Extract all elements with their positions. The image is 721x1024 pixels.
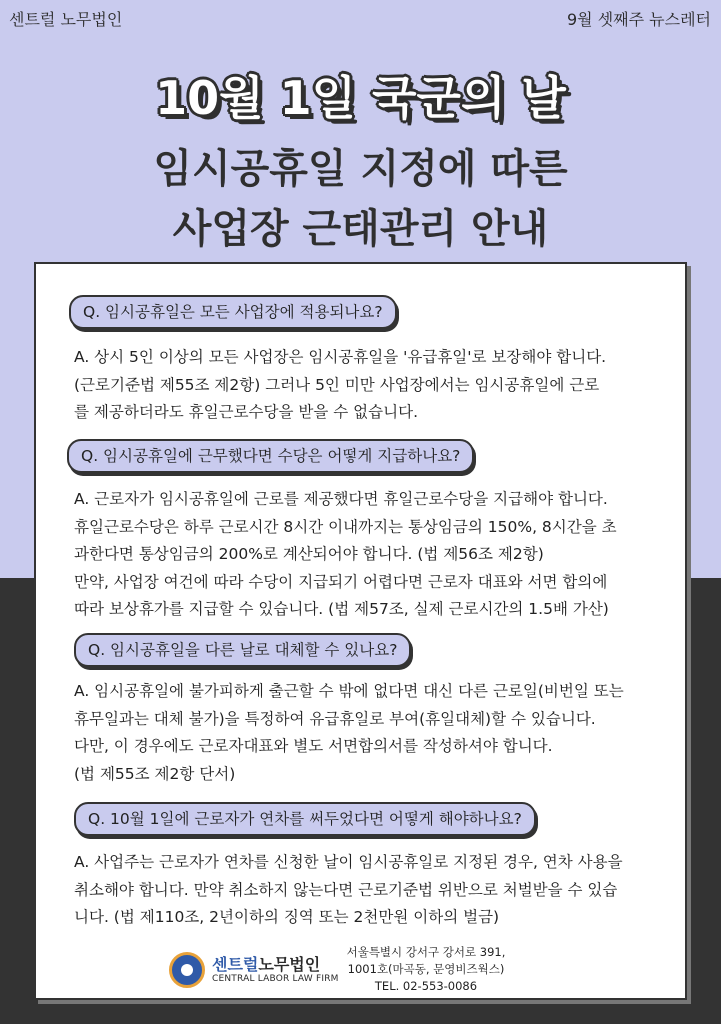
firm-name-header: 센트럴 노무법인 bbox=[9, 10, 123, 29]
address-block bbox=[326, 944, 526, 995]
footer bbox=[36, 944, 685, 998]
firm-logo-name bbox=[212, 952, 320, 975]
title-line-1: 10월 1일 국군의 날 bbox=[155, 71, 566, 125]
firm-logo-icon bbox=[169, 952, 205, 988]
answer-1: A. 상시 5인 이상의 모든 사업장은 임시공휴일을 '유급휴일'로 보장해야 합니다. (근로기준법 제55조 제2항) 그러나 5인 미만 사업장에서는 임시공휴일에 근로 를 제공하더라도 휴일근로수당을 받을 수 없습니다. bbox=[74, 348, 607, 421]
question-1: Q. 임시공휴일은 모든 사업장에 적용되나요? bbox=[69, 295, 397, 329]
newsletter-label: 9월 셋째주 뉴스레터 bbox=[567, 10, 711, 29]
title-line-2: 임시공휴일 지정에 따른 bbox=[153, 146, 568, 192]
answer-4: A. 사업주는 근로자가 연차를 신청한 날이 임시공휴일로 지정된 경우, 연차 사용을 취소해야 합니다. 만약 취소하지 않는다면 근로기준법 위반으로 처벌받을 수 있습 니다. (법 제110조, 2년이하의 징역 또는 2천만원 이하의 벌금) bbox=[74, 853, 623, 926]
answer-3: A. 임시공휴일에 불가피하게 출근할 수 밖에 없다면 대신 다른 근로일(비번일 또는 휴무일과는 대체 불가)을 특정하여 유급휴일로 부여(휴일대체)할 수 있습니다. 다만, 이 경우에도 근로자대표와 별도 서면합의서를 작성하셔야 합니다. (법 제55조 제2항 단서) bbox=[74, 682, 624, 783]
address-line-1: 서울특별시 강서구 강서로 391, bbox=[346, 945, 506, 959]
address-line-2: 1001호(마곡동, 문영비즈웍스) bbox=[347, 962, 505, 976]
logo-center-mark bbox=[181, 964, 193, 976]
firm-logo-english: CENTRAL LABOR LAW FIRM bbox=[212, 974, 339, 984]
answer-2: A. 근로자가 임시공휴일에 근로를 제공했다면 휴일근로수당을 지급해야 합니다. 휴일근로수당은 하루 근로시간 8시간 이내까지는 통상임금의 150%, 8시간을 초 과한다면 통상임금의 200%로 계산되어야 합니다. (법 제56조 제2항) 만약, 사업장 여건에 따라 수당이 지급되기 어렵다면 근로자 대표와 서면 합의에 따라 보상휴가를 지급할 수 있습니다. (법 제57조, 실제 근로시간의 1.5배 가산) bbox=[74, 490, 617, 618]
question-3: Q. 임시공휴일을 다른 날로 대체할 수 있나요? bbox=[74, 633, 411, 667]
firm-logo-name-accent: 센트럴 bbox=[212, 955, 259, 974]
question-2: Q. 임시공휴일에 근무했다면 수당은 어떻게 지급하나요? bbox=[67, 439, 474, 473]
question-4: Q. 10월 1일에 근로자가 연차를 써두었다면 어떻게 해야하나요? bbox=[74, 802, 536, 836]
firm-logo-name-rest: 노무법인 bbox=[258, 955, 321, 974]
content-card bbox=[34, 262, 687, 1000]
title-line-3: 사업장 근태관리 안내 bbox=[172, 206, 549, 252]
phone-number: TEL. 02-553-0086 bbox=[374, 979, 478, 993]
